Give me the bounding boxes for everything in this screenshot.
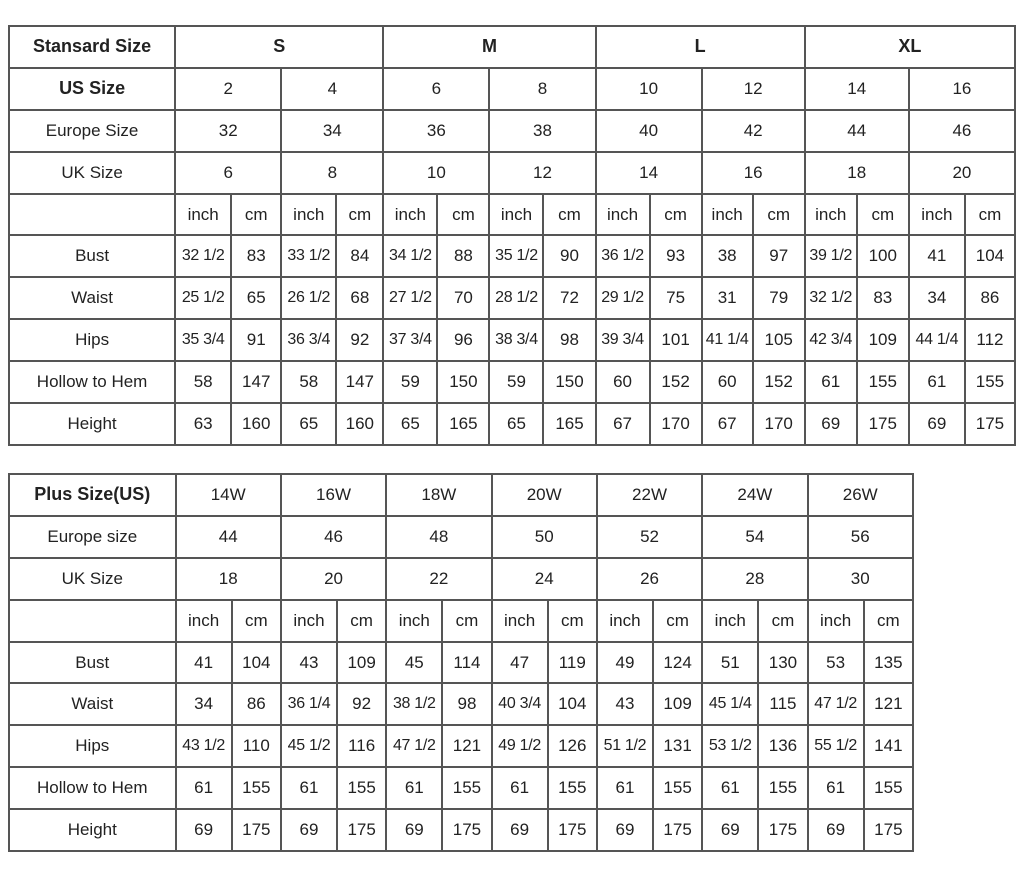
- plus-measurement-value: 104: [548, 683, 597, 725]
- plus-measurement-value: 115: [758, 683, 807, 725]
- unit-cm-header: cm: [543, 194, 595, 236]
- measurement-value: 63: [175, 403, 231, 445]
- europe-size-value: 36: [383, 110, 489, 152]
- measurement-value: 109: [857, 319, 909, 361]
- measurement-value: 155: [965, 361, 1015, 403]
- plus-measurement-value: 155: [232, 767, 281, 809]
- plus-unit-inch-header: inch: [492, 600, 548, 642]
- plus-measurement-value: 69: [702, 809, 758, 851]
- measurement-value: 147: [336, 361, 383, 403]
- plus-unit-cm-header: cm: [548, 600, 597, 642]
- measurement-value: 147: [231, 361, 281, 403]
- measurement-label-waist: Waist: [9, 277, 175, 319]
- plus-measurement-row-hollow-to-hem: [9, 767, 913, 809]
- plus-measurement-value: 38 1/2: [386, 683, 442, 725]
- plus-measurement-value: 69: [597, 809, 653, 851]
- plus-measurement-value: 175: [864, 809, 913, 851]
- plus-measurement-value: 43 1/2: [176, 725, 232, 767]
- plus-measurement-label-waist: Waist: [9, 683, 176, 725]
- plus-size-row: [9, 474, 913, 516]
- plus-unit-corner-cell: [9, 600, 176, 642]
- measurement-value: 93: [650, 235, 702, 277]
- plus-measurement-label-height: Height: [9, 809, 176, 851]
- plus-measurement-value: 114: [442, 642, 491, 684]
- measurement-value: 69: [909, 403, 965, 445]
- measurement-value: 104: [965, 235, 1015, 277]
- plus-europe-size-value: 52: [597, 516, 702, 558]
- unit-cm-header: cm: [857, 194, 909, 236]
- plus-measurement-value: 136: [758, 725, 807, 767]
- measurement-value: 61: [909, 361, 965, 403]
- us-size-value: 4: [281, 68, 383, 110]
- us-size-value: 8: [489, 68, 595, 110]
- plus-unit-cm-header: cm: [864, 600, 913, 642]
- size-group-m: M: [383, 26, 595, 68]
- standard-size-table: [8, 25, 1016, 446]
- plus-size-value: 26W: [808, 474, 913, 516]
- measurement-value: 65: [489, 403, 543, 445]
- plus-measurement-value: 116: [337, 725, 386, 767]
- measurement-label-hips: Hips: [9, 319, 175, 361]
- measurement-value: 59: [489, 361, 543, 403]
- plus-europe-size-row: [9, 516, 913, 558]
- measurement-value: 100: [857, 235, 909, 277]
- plus-unit-inch-header: inch: [386, 600, 442, 642]
- measurement-value: 98: [543, 319, 595, 361]
- measurement-value: 84: [336, 235, 383, 277]
- plus-measurement-row-waist: [9, 683, 913, 725]
- plus-europe-size-value: 50: [492, 516, 597, 558]
- plus-measurement-value: 45 1/4: [702, 683, 758, 725]
- us-size-value: 10: [596, 68, 702, 110]
- plus-measurement-value: 110: [232, 725, 281, 767]
- plus-measurement-value: 175: [758, 809, 807, 851]
- measurement-value: 86: [965, 277, 1015, 319]
- measurement-value: 32 1/2: [805, 277, 857, 319]
- plus-measurement-value: 61: [597, 767, 653, 809]
- plus-measurement-value: 45: [386, 642, 442, 684]
- europe-size-value: 32: [175, 110, 281, 152]
- plus-size-header: Plus Size(US): [9, 474, 176, 516]
- us-size-row: [9, 68, 1015, 110]
- measurement-value: 65: [383, 403, 437, 445]
- plus-measurement-value: 155: [864, 767, 913, 809]
- measurement-value: 105: [753, 319, 805, 361]
- size-group-xl: XL: [805, 26, 1015, 68]
- measurement-row-height: [9, 403, 1015, 445]
- europe-size-value: 34: [281, 110, 383, 152]
- standard-size-group-row: [9, 26, 1015, 68]
- plus-measurement-value: 36 1/4: [281, 683, 337, 725]
- measurement-value: 150: [543, 361, 595, 403]
- measurement-value: 65: [231, 277, 281, 319]
- plus-measurement-value: 69: [176, 809, 232, 851]
- measurement-value: 170: [650, 403, 702, 445]
- measurement-value: 44 1/4: [909, 319, 965, 361]
- plus-measurement-value: 69: [386, 809, 442, 851]
- measurement-value: 41 1/4: [702, 319, 753, 361]
- measurement-value: 72: [543, 277, 595, 319]
- measurement-value: 60: [702, 361, 753, 403]
- measurement-value: 58: [281, 361, 336, 403]
- measurement-value: 88: [437, 235, 489, 277]
- uk-size-value: 18: [805, 152, 909, 194]
- plus-uk-size-label: UK Size: [9, 558, 176, 600]
- plus-measurement-value: 121: [442, 725, 491, 767]
- measurement-value: 165: [543, 403, 595, 445]
- plus-unit-cm-header: cm: [232, 600, 281, 642]
- uk-size-value: 14: [596, 152, 702, 194]
- measurement-value: 65: [281, 403, 336, 445]
- plus-measurement-row-bust: [9, 642, 913, 684]
- uk-size-value: 8: [281, 152, 383, 194]
- plus-measurement-value: 69: [808, 809, 864, 851]
- plus-unit-inch-header: inch: [597, 600, 653, 642]
- measurement-value: 31: [702, 277, 753, 319]
- measurement-label-bust: Bust: [9, 235, 175, 277]
- measurement-value: 61: [805, 361, 857, 403]
- plus-unit-cm-header: cm: [442, 600, 491, 642]
- measurement-value: 69: [805, 403, 857, 445]
- europe-size-value: 42: [702, 110, 805, 152]
- uk-size-value: 6: [175, 152, 281, 194]
- measurement-value: 38: [702, 235, 753, 277]
- plus-measurement-value: 155: [653, 767, 702, 809]
- plus-measurement-value: 135: [864, 642, 913, 684]
- europe-size-label: Europe Size: [9, 110, 175, 152]
- plus-unit-inch-header: inch: [702, 600, 758, 642]
- plus-measurement-value: 175: [548, 809, 597, 851]
- plus-measurement-value: 124: [653, 642, 702, 684]
- unit-cm-header: cm: [753, 194, 805, 236]
- plus-measurement-value: 86: [232, 683, 281, 725]
- plus-measurement-value: 104: [232, 642, 281, 684]
- plus-measurement-value: 131: [653, 725, 702, 767]
- measurement-value: 83: [231, 235, 281, 277]
- us-size-value: 12: [702, 68, 805, 110]
- measurement-row-hollow-to-hem: [9, 361, 1015, 403]
- plus-uk-size-value: 20: [281, 558, 386, 600]
- plus-size-value: 24W: [702, 474, 807, 516]
- plus-uk-size-value: 22: [386, 558, 491, 600]
- plus-europe-size-label: Europe size: [9, 516, 176, 558]
- plus-europe-size-value: 44: [176, 516, 281, 558]
- uk-size-label: UK Size: [9, 152, 175, 194]
- plus-measurement-label-hips: Hips: [9, 725, 176, 767]
- unit-cm-header: cm: [231, 194, 281, 236]
- plus-uk-size-value: 30: [808, 558, 913, 600]
- measurement-value: 41: [909, 235, 965, 277]
- plus-measurement-value: 61: [702, 767, 758, 809]
- europe-size-value: 38: [489, 110, 595, 152]
- measurement-value: 165: [437, 403, 489, 445]
- plus-measurement-label-hollow-to-hem: Hollow to Hem: [9, 767, 176, 809]
- measurement-value: 60: [596, 361, 650, 403]
- measurement-value: 29 1/2: [596, 277, 650, 319]
- plus-unit-cm-header: cm: [653, 600, 702, 642]
- plus-size-table: [8, 473, 914, 852]
- plus-measurement-value: 130: [758, 642, 807, 684]
- us-size-value: 14: [805, 68, 909, 110]
- size-group-l: L: [596, 26, 805, 68]
- measurement-value: 59: [383, 361, 437, 403]
- plus-measurement-value: 55 1/2: [808, 725, 864, 767]
- unit-inch-header: inch: [596, 194, 650, 236]
- measurement-value: 36 3/4: [281, 319, 336, 361]
- measurement-value: 34 1/2: [383, 235, 437, 277]
- unit-cm-header: cm: [336, 194, 383, 236]
- measurement-row-waist: [9, 277, 1015, 319]
- measurement-value: 97: [753, 235, 805, 277]
- measurement-value: 68: [336, 277, 383, 319]
- measurement-row-bust: [9, 235, 1015, 277]
- size-group-s: S: [175, 26, 383, 68]
- plus-measurement-value: 175: [653, 809, 702, 851]
- measurement-value: 175: [857, 403, 909, 445]
- plus-uk-size-value: 18: [176, 558, 281, 600]
- measurement-value: 33 1/2: [281, 235, 336, 277]
- measurement-row-hips: [9, 319, 1015, 361]
- uk-size-row: [9, 152, 1015, 194]
- plus-unit-cm-header: cm: [758, 600, 807, 642]
- measurement-value: 39 3/4: [596, 319, 650, 361]
- standard-size-header: Stansard Size: [9, 26, 175, 68]
- europe-size-value: 40: [596, 110, 702, 152]
- plus-measurement-value: 34: [176, 683, 232, 725]
- plus-measurement-value: 45 1/2: [281, 725, 337, 767]
- us-size-value: 6: [383, 68, 489, 110]
- plus-unit-row: [9, 600, 913, 642]
- measurement-label-height: Height: [9, 403, 175, 445]
- plus-measurement-value: 109: [653, 683, 702, 725]
- uk-size-value: 16: [702, 152, 805, 194]
- measurement-value: 83: [857, 277, 909, 319]
- measurement-value: 160: [336, 403, 383, 445]
- measurement-value: 67: [702, 403, 753, 445]
- measurement-value: 58: [175, 361, 231, 403]
- plus-measurement-value: 69: [281, 809, 337, 851]
- unit-row: [9, 194, 1015, 236]
- plus-measurement-value: 47: [492, 642, 548, 684]
- unit-corner-cell: [9, 194, 175, 236]
- plus-measurement-value: 119: [548, 642, 597, 684]
- plus-measurement-value: 47 1/2: [808, 683, 864, 725]
- plus-europe-size-value: 56: [808, 516, 913, 558]
- plus-uk-size-value: 28: [702, 558, 807, 600]
- plus-measurement-value: 155: [758, 767, 807, 809]
- plus-measurement-value: 51: [702, 642, 758, 684]
- measurement-value: 27 1/2: [383, 277, 437, 319]
- plus-measurement-value: 175: [442, 809, 491, 851]
- measurement-value: 155: [857, 361, 909, 403]
- unit-cm-header: cm: [650, 194, 702, 236]
- us-size-value: 2: [175, 68, 281, 110]
- measurement-value: 175: [965, 403, 1015, 445]
- plus-measurement-value: 155: [442, 767, 491, 809]
- measurement-value: 90: [543, 235, 595, 277]
- unit-inch-header: inch: [702, 194, 753, 236]
- unit-inch-header: inch: [383, 194, 437, 236]
- plus-measurement-value: 69: [492, 809, 548, 851]
- plus-uk-size-value: 26: [597, 558, 702, 600]
- unit-inch-header: inch: [805, 194, 857, 236]
- plus-measurement-label-bust: Bust: [9, 642, 176, 684]
- plus-measurement-value: 155: [337, 767, 386, 809]
- plus-measurement-value: 61: [492, 767, 548, 809]
- plus-measurement-value: 175: [337, 809, 386, 851]
- measurement-value: 150: [437, 361, 489, 403]
- plus-size-value: 16W: [281, 474, 386, 516]
- measurement-value: 92: [336, 319, 383, 361]
- plus-size-value: 18W: [386, 474, 491, 516]
- plus-measurement-value: 61: [281, 767, 337, 809]
- plus-measurement-value: 126: [548, 725, 597, 767]
- plus-measurement-value: 98: [442, 683, 491, 725]
- measurement-value: 101: [650, 319, 702, 361]
- europe-size-value: 46: [909, 110, 1015, 152]
- plus-measurement-value: 51 1/2: [597, 725, 653, 767]
- plus-measurement-value: 109: [337, 642, 386, 684]
- measurement-value: 96: [437, 319, 489, 361]
- plus-measurement-value: 53: [808, 642, 864, 684]
- measurement-value: 35 1/2: [489, 235, 543, 277]
- measurement-label-hollow-to-hem: Hollow to Hem: [9, 361, 175, 403]
- europe-size-value: 44: [805, 110, 909, 152]
- measurement-value: 34: [909, 277, 965, 319]
- plus-unit-inch-header: inch: [281, 600, 337, 642]
- plus-measurement-value: 141: [864, 725, 913, 767]
- plus-measurement-value: 61: [386, 767, 442, 809]
- plus-measurement-value: 61: [808, 767, 864, 809]
- plus-measurement-value: 47 1/2: [386, 725, 442, 767]
- plus-measurement-value: 43: [597, 683, 653, 725]
- uk-size-value: 20: [909, 152, 1015, 194]
- plus-measurement-row-height: [9, 809, 913, 851]
- plus-measurement-value: 53 1/2: [702, 725, 758, 767]
- plus-unit-inch-header: inch: [808, 600, 864, 642]
- measurement-value: 91: [231, 319, 281, 361]
- plus-measurement-value: 61: [176, 767, 232, 809]
- us-size-label: US Size: [9, 68, 175, 110]
- measurement-value: 152: [650, 361, 702, 403]
- plus-uk-size-value: 24: [492, 558, 597, 600]
- measurement-value: 160: [231, 403, 281, 445]
- plus-measurement-value: 175: [232, 809, 281, 851]
- plus-unit-inch-header: inch: [176, 600, 232, 642]
- measurement-value: 112: [965, 319, 1015, 361]
- measurement-value: 170: [753, 403, 805, 445]
- measurement-value: 67: [596, 403, 650, 445]
- measurement-value: 26 1/2: [281, 277, 336, 319]
- plus-measurement-value: 41: [176, 642, 232, 684]
- plus-measurement-row-hips: [9, 725, 913, 767]
- measurement-value: 25 1/2: [175, 277, 231, 319]
- plus-measurement-value: 49 1/2: [492, 725, 548, 767]
- measurement-value: 152: [753, 361, 805, 403]
- us-size-value: 16: [909, 68, 1015, 110]
- measurement-value: 28 1/2: [489, 277, 543, 319]
- unit-inch-header: inch: [489, 194, 543, 236]
- measurement-value: 39 1/2: [805, 235, 857, 277]
- unit-cm-header: cm: [437, 194, 489, 236]
- measurement-value: 32 1/2: [175, 235, 231, 277]
- plus-measurement-value: 155: [548, 767, 597, 809]
- measurement-value: 37 3/4: [383, 319, 437, 361]
- uk-size-value: 10: [383, 152, 489, 194]
- unit-inch-header: inch: [175, 194, 231, 236]
- measurement-value: 79: [753, 277, 805, 319]
- measurement-value: 75: [650, 277, 702, 319]
- plus-measurement-value: 40 3/4: [492, 683, 548, 725]
- unit-cm-header: cm: [965, 194, 1015, 236]
- plus-measurement-value: 92: [337, 683, 386, 725]
- unit-inch-header: inch: [909, 194, 965, 236]
- plus-europe-size-value: 54: [702, 516, 807, 558]
- plus-measurement-value: 121: [864, 683, 913, 725]
- plus-measurement-value: 49: [597, 642, 653, 684]
- plus-unit-cm-header: cm: [337, 600, 386, 642]
- plus-size-value: 14W: [176, 474, 281, 516]
- europe-size-row: [9, 110, 1015, 152]
- measurement-value: 35 3/4: [175, 319, 231, 361]
- measurement-value: 38 3/4: [489, 319, 543, 361]
- plus-measurement-value: 43: [281, 642, 337, 684]
- plus-europe-size-value: 46: [281, 516, 386, 558]
- plus-europe-size-value: 48: [386, 516, 491, 558]
- unit-inch-header: inch: [281, 194, 336, 236]
- plus-size-value: 22W: [597, 474, 702, 516]
- measurement-value: 36 1/2: [596, 235, 650, 277]
- plus-uk-size-row: [9, 558, 913, 600]
- uk-size-value: 12: [489, 152, 595, 194]
- measurement-value: 70: [437, 277, 489, 319]
- measurement-value: 42 3/4: [805, 319, 857, 361]
- plus-size-value: 20W: [492, 474, 597, 516]
